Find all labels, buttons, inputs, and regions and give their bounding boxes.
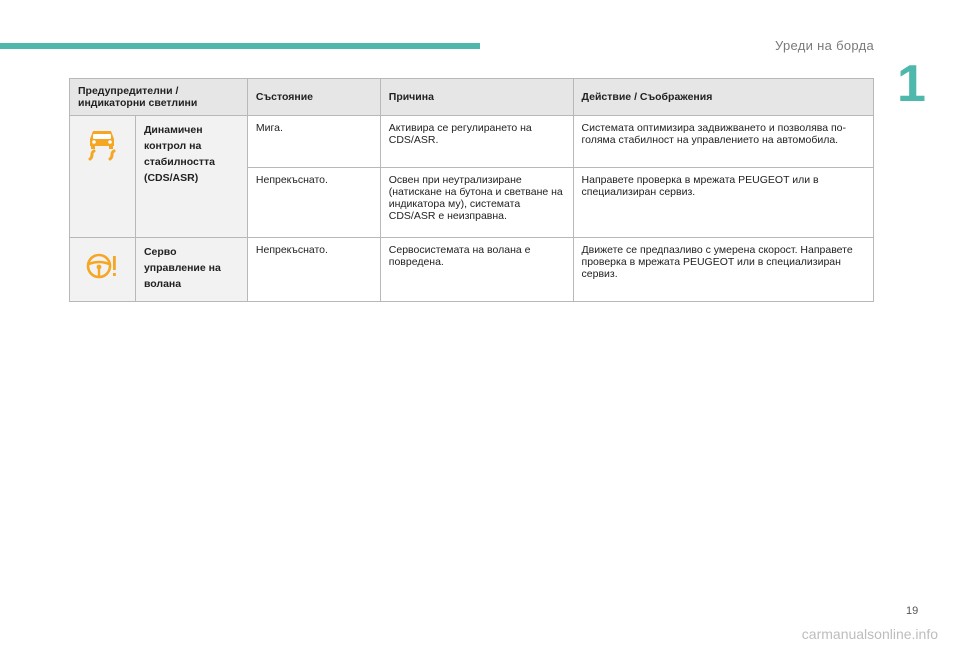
chapter-accent-bar [0, 43, 480, 49]
section-title: Уреди на борда [775, 38, 874, 53]
column-header-lights: Предупредителни / индикаторни светлини [70, 79, 248, 116]
icon-cell [70, 116, 136, 238]
action-cell: Движете се предпазливо с умерена скорост. Направете проверка в мрежата PEUGEOT или в специализиран сервиз. [573, 238, 873, 302]
light-name: Динамичен контрол на стабилността (CDS/ASR) [135, 116, 247, 238]
state-cell: Непрекъснато. [247, 168, 380, 238]
state-cell: Мига. [247, 116, 380, 168]
cause-cell: Сервосистемата на волана е повредена. [380, 238, 573, 302]
table-row [70, 238, 874, 302]
table-row [70, 116, 874, 168]
page-number: 19 [906, 605, 919, 617]
state-cell: Непрекъснато. [247, 238, 380, 302]
cause-cell: Освен при неутрализиране (натискане на бутона и светване на индикатора му), системата CDS/ASR е неизправна. [380, 168, 573, 238]
chapter-number: 1 [897, 55, 926, 113]
icon-cell [70, 238, 136, 302]
action-cell: Направете проверка в мрежата PEUGEOT или в специализиран сервиз. [573, 168, 873, 238]
cause-cell: Активира се регулирането на CDS/ASR. [380, 116, 573, 168]
table-header-row [70, 79, 874, 116]
skid-car-icon [84, 126, 120, 162]
warning-lights-table [69, 78, 874, 302]
column-header-state: Състояние [247, 79, 380, 116]
column-header-action: Действие / Съображения [573, 79, 873, 116]
steering-wheel-warning-icon [84, 248, 120, 284]
action-cell: Системата оптимизира задвижването и позволява по-голяма стабилност на управлението на автомобила. [573, 116, 873, 168]
column-header-cause: Причина [380, 79, 573, 116]
watermark: carmanualsonline.info [801, 626, 938, 642]
light-name: Серво управление на волана [135, 238, 247, 302]
